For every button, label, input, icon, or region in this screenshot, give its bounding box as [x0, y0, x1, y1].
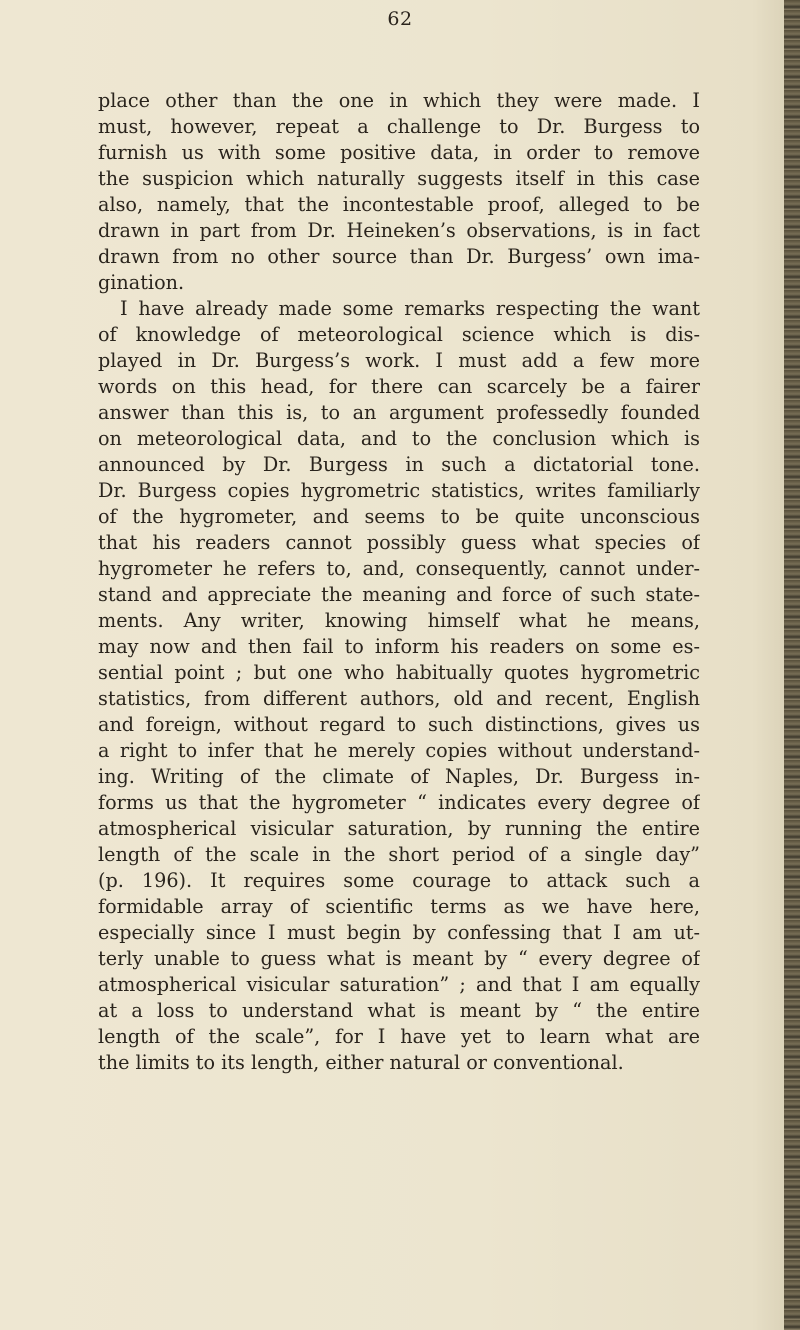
- text-line: especially since I must begin by confessing that I am ut-: [98, 921, 700, 944]
- text-line: and foreign, without regard to such distinctions, gives us: [98, 713, 700, 736]
- text-line: terly unable to guess what is meant by “ every degree of: [98, 947, 700, 970]
- text-line: hygrometer he refers to, and, consequently, cannot under-: [98, 557, 700, 580]
- text-line: the limits to its length, either natural or conventional.: [98, 1051, 624, 1074]
- text-line: of knowledge of meteorological science which is dis-: [98, 323, 700, 346]
- text-line: the suspicion which naturally suggests itself in this case: [98, 167, 700, 190]
- text-line: at a loss to understand what is meant by “ the entire: [98, 999, 700, 1022]
- text-line: length of the scale”, for I have yet to learn what are: [98, 1025, 700, 1048]
- page-edge-shadow: [784, 0, 800, 1330]
- text-line: drawn from no other source than Dr. Burgess’ own ima-: [98, 245, 700, 268]
- text-line: on meteorological data, and to the conclusion which is: [98, 427, 700, 450]
- text-line: drawn in part from Dr. Heineken’s observations, is in fact: [98, 219, 700, 242]
- text-line: furnish us with some positive data, in order to remove: [98, 141, 700, 164]
- text-line: I have already made some remarks respecting the want: [120, 297, 700, 320]
- text-line: announced by Dr. Burgess in such a dictatorial tone.: [98, 453, 700, 476]
- text-line: atmospherical visicular saturation” ; and that I am equally: [98, 973, 700, 996]
- text-line: must, however, repeat a challenge to Dr. Burgess to: [98, 115, 700, 138]
- text-line: formidable array of scientific terms as we have here,: [98, 895, 700, 918]
- text-line: played in Dr. Burgess’s work. I must add a few more: [98, 349, 700, 372]
- text-line: Dr. Burgess copies hygrometric statistics, writes familiarly: [98, 479, 700, 502]
- text-line: that his readers cannot possibly guess what species of: [98, 531, 700, 554]
- text-line: words on this head, for there can scarcely be a fairer: [98, 375, 700, 398]
- text-line: statistics, from different authors, old and recent, English: [98, 687, 700, 710]
- text-line: answer than this is, to an argument professedly founded: [98, 401, 700, 424]
- text-line: also, namely, that the incontestable proof, alleged to be: [98, 193, 700, 216]
- text-line: (p. 196). It requires some courage to attack such a: [98, 869, 700, 892]
- text-line: of the hygrometer, and seems to be quite unconscious: [98, 505, 700, 528]
- text-line: stand and appreciate the meaning and force of such state-: [98, 583, 700, 606]
- text-line: sential point ; but one who habitually quotes hygrometric: [98, 661, 700, 684]
- text-line: ing. Writing of the climate of Naples, Dr. Burgess in-: [98, 765, 700, 788]
- text-line: forms us that the hygrometer “ indicates every degree of: [98, 791, 700, 814]
- text-line: gination.: [98, 271, 185, 294]
- page-number: 62: [387, 8, 413, 30]
- text-line: atmospherical visicular saturation, by running the entire: [98, 817, 700, 840]
- body-text: [98, 88, 700, 1076]
- text-line: length of the scale in the short period of a single day”: [98, 843, 700, 866]
- text-line: a right to infer that he merely copies without understand-: [98, 739, 700, 762]
- text-line: place other than the one in which they were made. I: [98, 89, 700, 112]
- text-line: ments. Any writer, knowing himself what he means,: [98, 609, 700, 632]
- text-line: may now and then fail to inform his readers on some es-: [98, 635, 700, 658]
